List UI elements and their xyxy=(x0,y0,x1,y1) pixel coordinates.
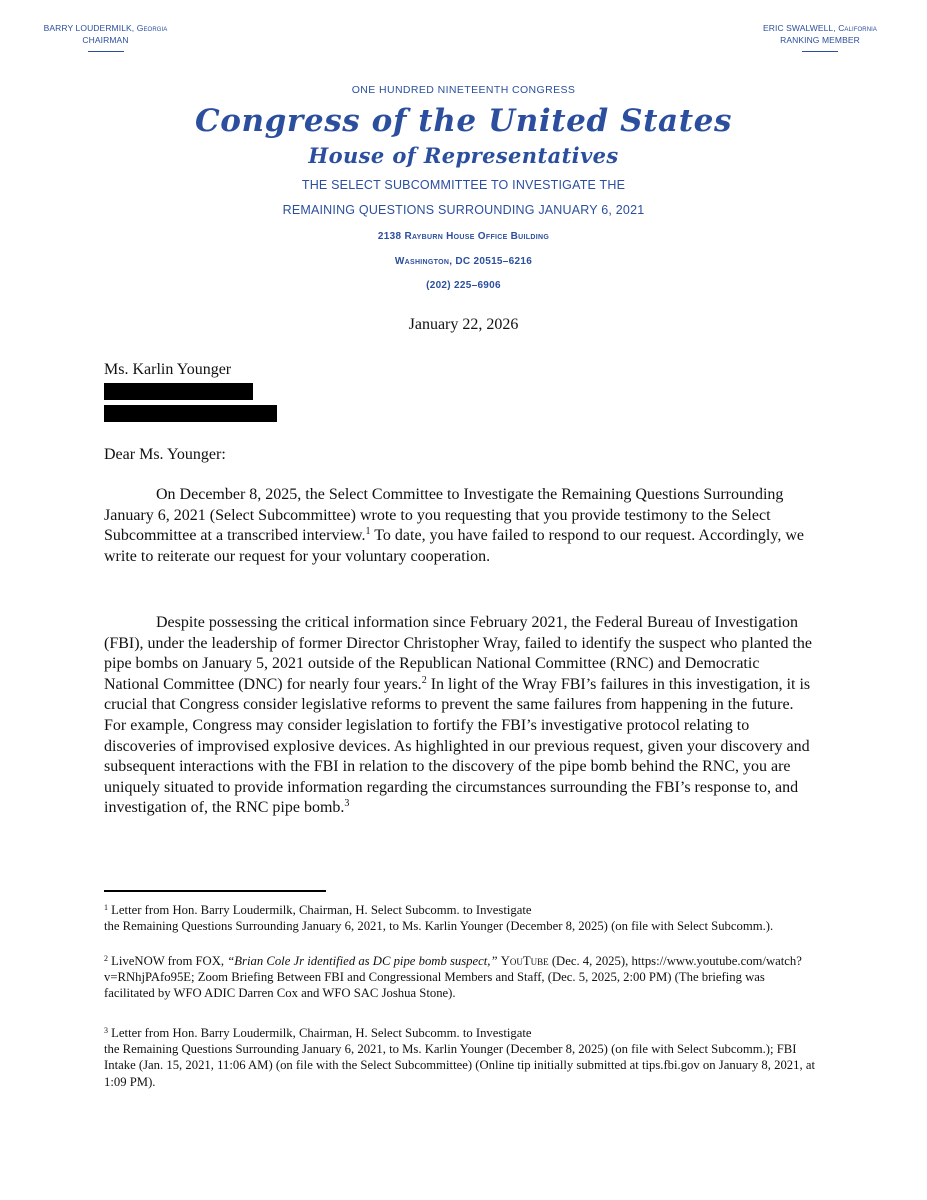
chairman-name-line xyxy=(28,22,183,34)
footnote-number: 1 xyxy=(104,903,108,912)
recipient-name: Ms. Karlin Younger xyxy=(104,361,232,378)
footnote-3 xyxy=(104,1025,816,1090)
ranking-member-title: RANKING MEMBER xyxy=(780,35,860,45)
footnote-video-title: “Brian Cole Jr identified as DC pipe bomb suspect,” xyxy=(227,954,498,968)
body-paragraph-1 xyxy=(104,485,816,567)
footnote-text: Letter from Hon. Barry Loudermilk, Chairman, H. Select Subcomm. to Investigate xyxy=(108,1026,532,1040)
footnote-text: (Dec. 4, 2025), https://www.youtube.com/watch?v=RNhjPAfo95E; Zoom Briefing Between FBI and Congressional Members and Staff, (Dec. 5, 2025, 2:00 PM) (The briefing was facilitated by WFO ADIC Darren Cox and WFO SAC Joshua Stone). xyxy=(104,954,802,1001)
salutation: Dear Ms. Younger: xyxy=(104,446,226,463)
chairman-state: Georgia xyxy=(136,23,168,33)
footnote-source: YouTube xyxy=(500,954,549,968)
office-phone: (202) 225–6906 xyxy=(426,280,501,291)
footnote-text: Letter from Hon. Barry Loudermilk, Chairman, H. Select Subcomm. to Investigate xyxy=(108,903,532,917)
footnote-ref: 2 xyxy=(421,674,427,686)
paragraph-text: Despite possessing the critical information since February 2021, the Federal Bureau of Investigation (FBI), under the leadership of former Director Christopher Wray, failed to identify the suspect who planted the pipe bombs on January 5, 2021 outside of the Republican National Committee (RNC) and Democratic National Committee (DNC) for nearly four years. xyxy=(104,614,813,693)
footnote-text: the Remaining Questions Surrounding January 6, 2021, to Ms. Karlin Younger (December 8, 2025) (on file with Select Subcomm.); FBI Intake (Jan. 15, 2021, 11:06 AM) (on file with the Select Subcommittee) (Online tip initially submitted at tips.fbi.gov on January 8, 2021, at 1:09 PM). xyxy=(104,1042,815,1089)
subcommittee-name-line1: THE SELECT SUBCOMMITTEE TO INVESTIGATE THE xyxy=(301,178,626,192)
footnote-ref: 3 xyxy=(344,798,350,810)
office-address: 2138 Rayburn House Office Building xyxy=(377,231,550,242)
paragraph-text: On December 8, 2025, the Select Committee to Investigate the Remaining Questions Surrounding January 6, 2021 (Select Subcommittee) wrote to you requesting that you provide testimony to the Select Subcommittee at a transcribed interview. xyxy=(104,486,784,545)
ranking-member-name: ERIC SWALWELL, xyxy=(762,23,836,33)
ranking-member-name-line xyxy=(742,22,898,34)
chairman-block xyxy=(28,22,183,52)
chairman-name: BARRY LOUDERMILK, xyxy=(43,23,135,33)
house-title: House of Representatives xyxy=(308,143,619,168)
chairman-divider xyxy=(88,51,124,52)
footnote-ref: 1 xyxy=(365,526,371,538)
body-paragraph-2 xyxy=(104,613,816,819)
ranking-member-state: California xyxy=(838,23,877,33)
footnote-divider xyxy=(104,890,326,892)
footnote-2 xyxy=(104,953,816,1002)
ranking-member-block xyxy=(742,22,898,52)
congress-number: ONE HUNDRED NINETEENTH CONGRESS xyxy=(351,84,576,96)
office-city: Washington, DC 20515–6216 xyxy=(394,256,533,267)
letter-date: January 22, 2026 xyxy=(408,316,519,333)
ranking-member-divider xyxy=(802,51,838,52)
footnote-number: 2 xyxy=(104,954,108,963)
subcommittee-name-line2: REMAINING QUESTIONS SURROUNDING JANUARY 6, 2021 xyxy=(282,203,645,217)
redaction-bar xyxy=(104,405,277,422)
chairman-title: CHAIRMAN xyxy=(82,35,129,45)
paragraph-text: To date, you have failed to respond to our request. Accordingly, we write to reiterate our request for your voluntary cooperation. xyxy=(104,527,804,565)
redaction-bar xyxy=(104,383,253,400)
footnote-text: LiveNOW from FOX, xyxy=(108,954,228,968)
footnote-1 xyxy=(104,902,816,934)
footnote-number: 3 xyxy=(104,1026,108,1035)
footnote-text: the Remaining Questions Surrounding January 6, 2021, to Ms. Karlin Younger (December 8, 2025) (on file with Select Subcomm.). xyxy=(104,919,774,934)
paragraph-text: In light of the Wray FBI’s failures in this investigation, it is crucial that Congress consider legislative reforms to prevent the same failures from happening in the future. For example, Congress may consider legislation to fortify the FBI’s investigative protocol relating to discoveries of improvised explosive devices. As highlighted in our previous request, given your discovery and subsequent interactions with the FBI in relation to the discovery of the pipe bomb behind the RNC, you are uniquely situated to provide information regarding the circumstances surrounding the FBI’s response to, and investigation of, the RNC pipe bomb. xyxy=(104,675,811,817)
congress-title: Congress of the United States xyxy=(194,103,733,139)
